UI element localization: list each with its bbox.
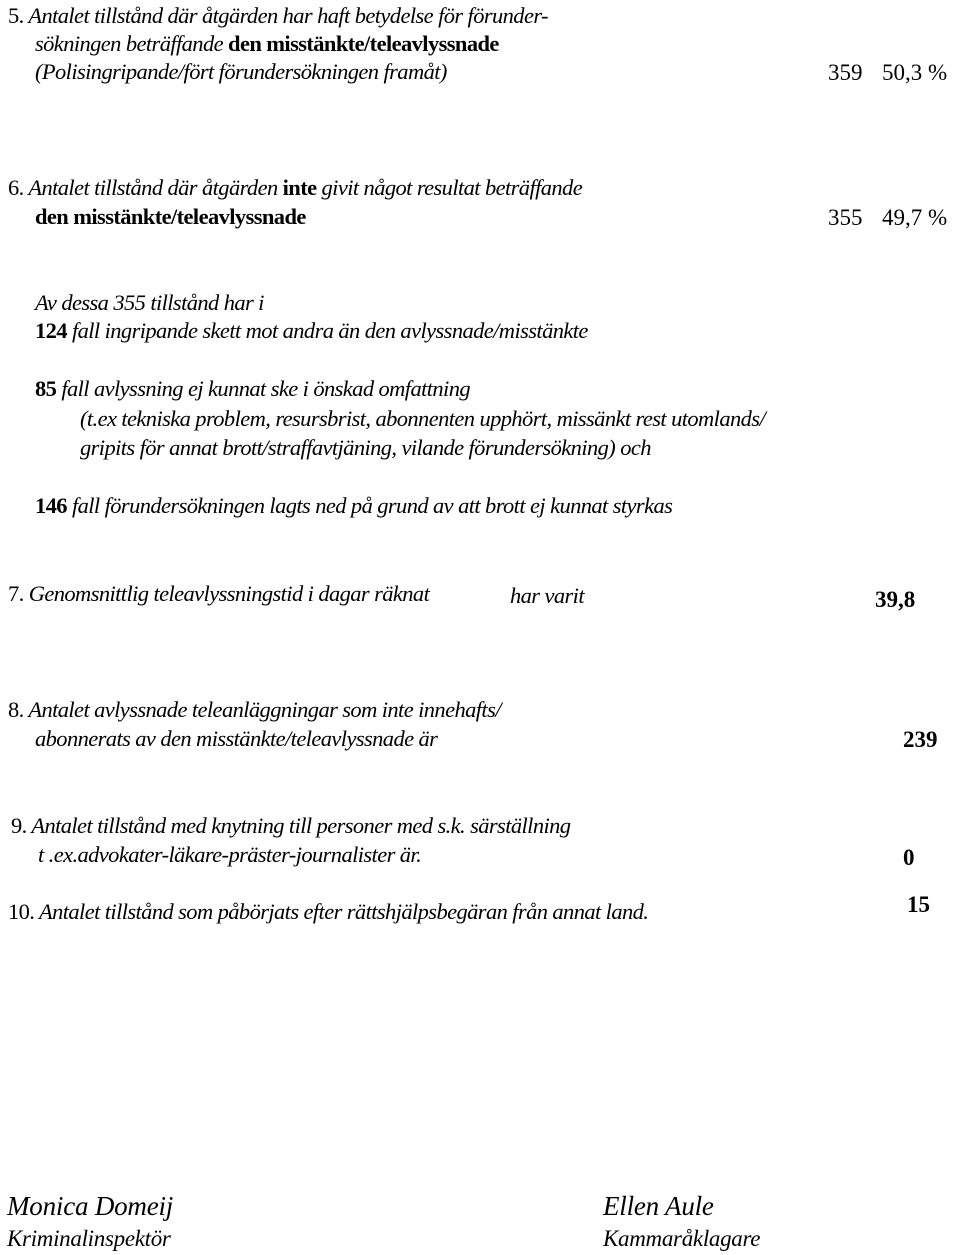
item5-count: 359 [828,60,863,85]
breakdown-a-count: 124 [35,318,67,343]
item6-number: 6. [8,175,24,200]
item7-line [8,583,429,606]
item10-text: Antalet tillstånd som påbörjats efter rättshjälpsbegäran från annat land. [38,899,649,924]
item5-line1 [8,5,548,28]
item5-number: 5. [8,3,24,28]
item5-line2 [35,33,499,56]
breakdown-c-text: fall förundersökningen lagts ned på grund av att brott ej kunnat styrkas [71,493,673,518]
breakdown-b-text: fall avlyssning ej kunnat ske i önskad omfattning [61,376,471,401]
breakdown-c-count: 146 [35,493,67,518]
item9-number: 9. [11,813,27,838]
item6-text-prefix: Antalet tillstånd där åtgärden [28,175,278,200]
breakdown-b-count: 85 [35,376,57,401]
item6-text-suffix: givit något resultat beträffande [321,175,583,200]
breakdown-c [35,495,672,518]
item6-text-bold: inte [282,175,317,200]
item8-value: 239 [903,727,938,752]
item10-number: 10. [8,899,35,924]
item9-line2: t .ex.advokater-läkare-präster-journalister är. [38,842,422,867]
breakdown-intro: Av dessa 355 tillstånd har i [35,290,264,315]
breakdown-b-detail1: (t.ex tekniska problem, resursbrist, abonnenten upphört, missänkt rest utomlands/ [80,406,766,431]
item9-value: 0 [903,845,915,870]
breakdown-a [35,320,588,343]
item8-line1 [8,699,501,722]
signature-right-name: Ellen Aule [603,1191,714,1221]
item8-text-line1: Antalet avlyssnade teleanläggningar som inte innehafts/ [28,697,501,722]
item6-count: 355 [828,205,863,230]
item10-value: 15 [907,892,930,917]
item9-line1 [11,815,570,838]
item5-line3: (Polisingripande/fört förundersökningen framåt) [35,59,447,84]
item6-line1 [8,177,582,200]
item8-number: 8. [8,697,24,722]
signature-right-title: Kammaråklagare [603,1226,761,1251]
item5-text-line2-prefix: sökningen beträffande [35,31,223,56]
item6-line2: den misstänkte/teleavlyssnade [35,204,306,229]
breakdown-a-text: fall ingripande skett mot andra än den avlyssnade/misstänkte [71,318,588,343]
signature-left-name: Monica Domeij [7,1191,174,1221]
item7-number: 7. [8,581,24,606]
item5-percent: 50,3 % [882,60,948,85]
item8-line2: abonnerats av den misstänkte/teleavlyssnade är [35,726,438,751]
item10-line [8,901,648,924]
breakdown-b [35,378,470,401]
item7-text: Genomsnittlig teleavlyssningstid i dagar räknat [28,581,430,606]
breakdown-b-detail2: gripits för annat brott/straffavtjäning, vilande förundersökning) och [80,435,651,460]
item5-text-line2-bold: den misstänkte/teleavlyssnade [228,31,499,56]
item6-percent: 49,7 % [882,205,948,230]
item5-text-line1: Antalet tillstånd där åtgärden har haft betydelse för förunder- [28,3,548,28]
item7-text2: har varit [510,583,584,608]
item9-text-line1: Antalet tillstånd med knytning till personer med s.k. särställning [31,813,571,838]
signature-left-title: Kriminalinspektör [7,1226,171,1251]
item7-value: 39,8 [875,587,916,612]
